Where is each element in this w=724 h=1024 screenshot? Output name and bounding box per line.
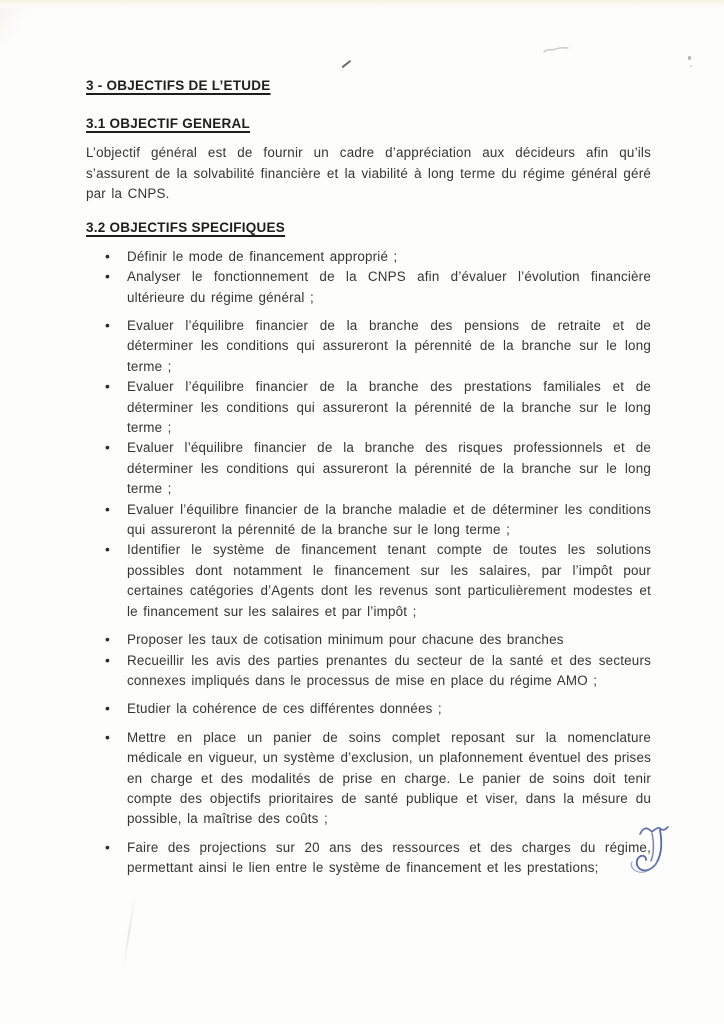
bullet-group (86, 699, 651, 719)
bullet-group (86, 247, 651, 308)
scan-edge-artifact-left (0, 8, 26, 42)
section-heading: 3 - OBJECTIFS DE L’ETUDE (86, 78, 271, 93)
list-item: • Recueillir les avis des parties prenantes du secteur de la santé et des secteurs connexes impliqués dans le processus de mise en place du régime AMO ; (127, 651, 651, 692)
list-item: • Evaluer l’équilibre financier de la branche des prestations familiales et de déterminer les conditions qui assureront la pérennité de la branche sur le long terme ; (127, 377, 651, 438)
list-item: • Identifier le système de financement tenant compte de toutes les solutions possibles dont notamment le financement sur les salaires, par l’impôt pour certaines catégories d’Agents dont les revenus sont particulièrement modestes et le financement sur les salaires et par l’impôt ; (127, 540, 651, 622)
bullet-group (86, 630, 651, 691)
paragraph-objectif-general: L’objectif général est de fournir un cadre d’appréciation aux décideurs afin qu’ils s’assurent de la solvabilité financière et la viabilité à long terme du régime général géré par la CNPS. (86, 145, 651, 202)
subsection-title-objectifs-specifiques: 3.2 OBJECTIFS SPECIFIQUES (86, 219, 286, 235)
bullet-group (86, 838, 651, 879)
scan-edge-artifact (0, 0, 724, 10)
list-item: • Faire des projections sur 20 ans des ressources et des charges du régime, permettant ainsi le lien entre le système de financement et les prestations; (127, 838, 651, 879)
pencil-dot-icon (688, 56, 691, 60)
subsection-title-objectif-general: 3.1 OBJECTIF GENERAL (86, 116, 251, 131)
pencil-tilde-icon (543, 45, 569, 55)
bullet-group (86, 728, 651, 830)
list-item: • Analyser le fonctionnement de la CNPS afin d’évaluer l’évolution financière ultérieure du régime général ; (127, 267, 651, 308)
bullet-group (86, 316, 651, 622)
list-item: • Evaluer l’équilibre financier de la branche maladie et de déterminer les conditions qui assureront la pérennité de la branche sur le long terme ; (127, 500, 651, 541)
pen-slash-icon (341, 60, 351, 69)
list-item: • Mettre en place un panier de soins complet reposant sur la nomenclature médicale en vigueur, un système d’exclusion, un plafonnement éventuel des prises en charge et des modalités de prise en charge. Le panier de soins doit tenir compte des objectifs prioritaires de santé publique et viser, dans la mésure du possible, la maîtrise des coûts ; (127, 728, 651, 830)
list-item: • Evaluer l’équilibre financier de la branche des pensions de retraite et de déterminer les conditions qui assureront la pérennité de la branche sur le long terme ; (127, 316, 651, 377)
list-item: • Etudier la cohérence de ces différentes données ; (127, 699, 651, 719)
pencil-dot-icon (690, 65, 692, 67)
list-item: • Définir le mode de financement approprié ; (127, 247, 651, 267)
bullet-list (86, 247, 651, 879)
crease-artifact (123, 898, 135, 967)
list-item: • Evaluer l’équilibre financier de la branche des risques professionnels et de déterminer les conditions qui assureront la pérennité de la branche sur le long terme ; (127, 438, 651, 499)
list-item: • Proposer les taux de cotisation minimum pour chacune des branches (127, 630, 651, 650)
